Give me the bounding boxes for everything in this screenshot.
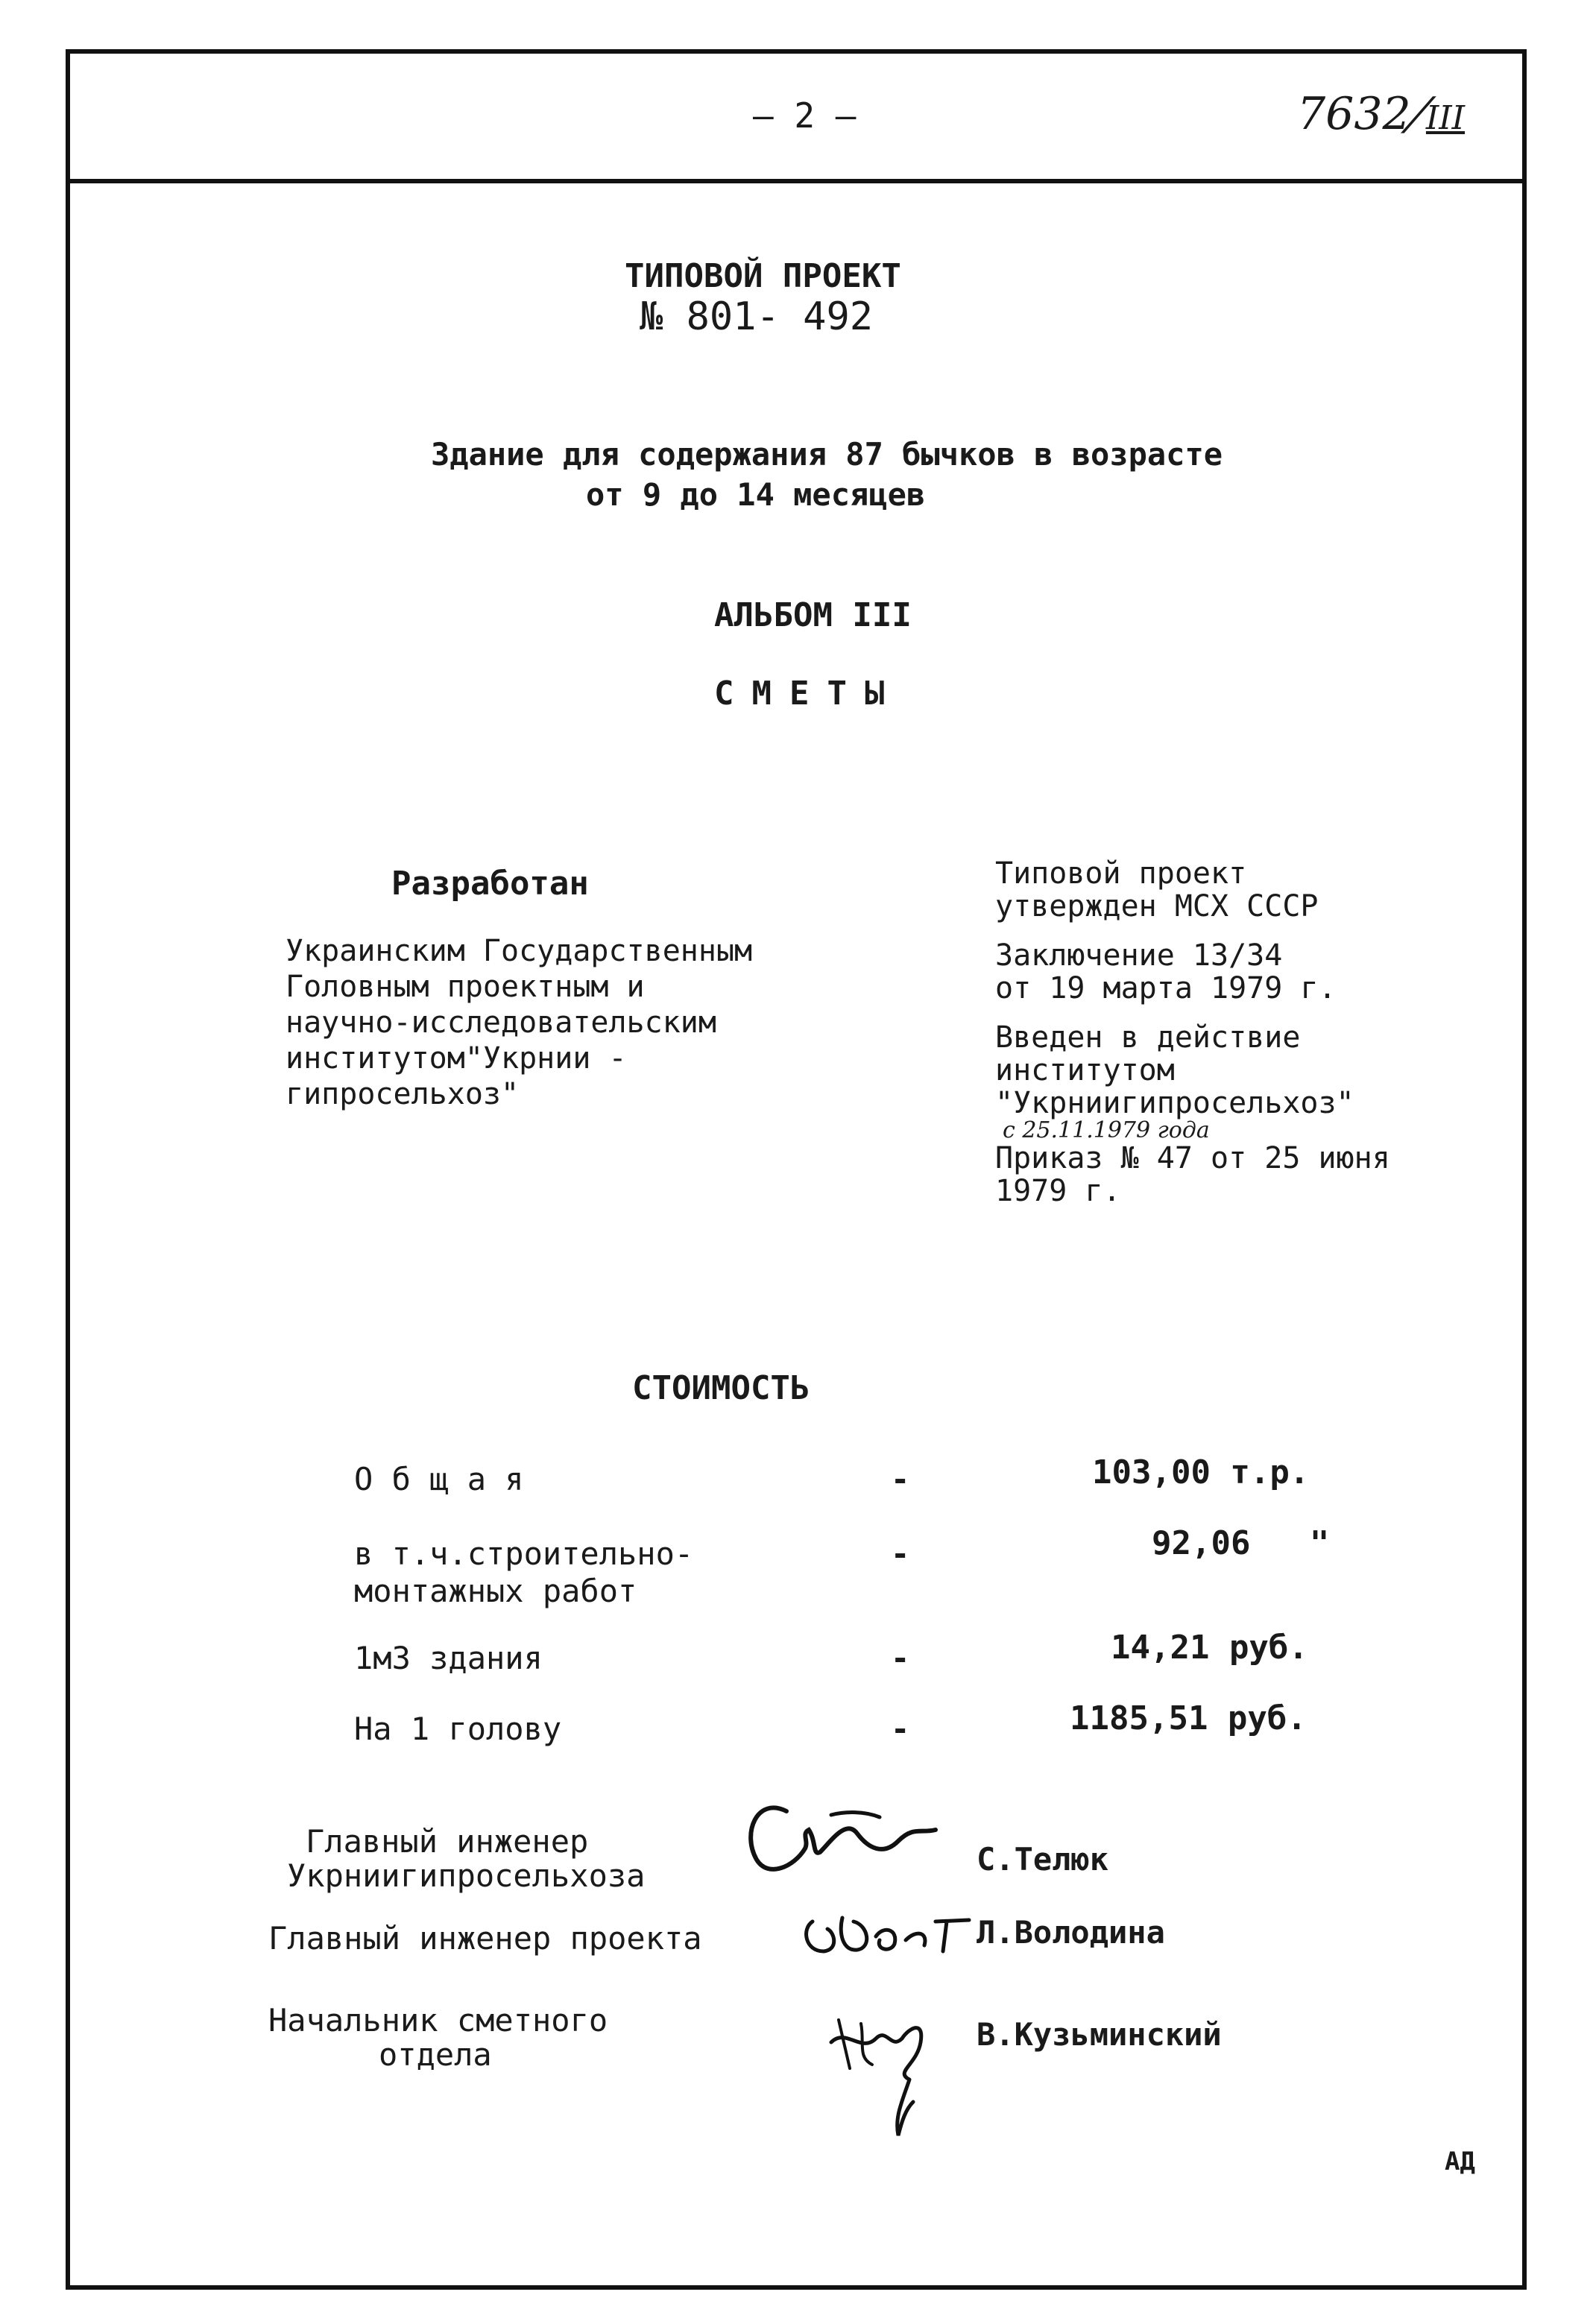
section-title: СМЕТЫ xyxy=(714,675,903,713)
cost-label-total: О б щ а я xyxy=(354,1461,524,1497)
project-type-title: ТИПОВОЙ ПРОЕКТ xyxy=(625,257,901,295)
description-line-2: от 9 до 14 месяцев xyxy=(586,476,926,513)
album-title: АЛЬБОМ III xyxy=(714,596,912,634)
signature-estimate-head xyxy=(820,1998,947,2147)
project-description xyxy=(431,435,1223,515)
cost-value-per-m3: 14,21 руб. xyxy=(1111,1629,1308,1667)
developer-heading: Разработан xyxy=(391,865,589,903)
signatory-title xyxy=(268,2003,608,2072)
introduced-line: "Укрниигипросельхоз" xyxy=(995,1086,1354,1120)
order-line: 1979 г. xyxy=(995,1174,1121,1208)
cost-dash: - xyxy=(891,1535,910,1572)
approval-block xyxy=(995,857,1390,1207)
cost-dash: - xyxy=(891,1461,910,1497)
signatory-title-line: Главный инженер xyxy=(306,1823,589,1860)
order-line: Приказ № 47 от 25 июня xyxy=(995,1141,1390,1175)
introduced-line: институтом xyxy=(995,1053,1175,1087)
handwritten-date-note: с 25.11.1979 года xyxy=(1003,1117,1210,1143)
signatory-name: В.Кузьминский xyxy=(977,2016,1222,2053)
signatory-title-line: Начальник сметного xyxy=(268,2002,608,2039)
developer-line: Украинским Государственным xyxy=(286,934,753,968)
signature-project-engineer xyxy=(798,1899,999,1966)
conclusion-date: от 19 марта 1979 г. xyxy=(995,971,1337,1005)
developer-line: гипросельхоз" xyxy=(286,1077,520,1111)
cost-label-per-head: На 1 голову xyxy=(354,1711,562,1747)
document-code-suffix: III xyxy=(1425,99,1466,137)
signature-chief-engineer xyxy=(734,1789,950,1886)
signatory-title-line: Укрниигипросельхоза xyxy=(287,1857,646,1894)
cost-value-construction: 92,06 " xyxy=(1152,1524,1330,1562)
developer-line: научно-исследовательским xyxy=(286,1005,716,1040)
developer-line: институтом"Укрнии - xyxy=(286,1041,627,1076)
cost-dash: - xyxy=(891,1640,910,1676)
introduced-line: Введен в действие xyxy=(995,1020,1301,1055)
developer-organization xyxy=(286,933,752,1112)
approval-line: Типовой проект xyxy=(995,856,1247,891)
page-number: – 2 – xyxy=(753,95,857,136)
approval-line: утвержден МСХ СССР xyxy=(995,889,1319,923)
signatory-name: Л.Володина xyxy=(977,1914,1165,1951)
corner-initials: АД xyxy=(1445,2147,1475,2176)
document-code-slash: / xyxy=(1401,88,1436,140)
cost-label-per-m3: 1м3 здания xyxy=(354,1640,543,1676)
signatory-name: С.Телюк xyxy=(977,1841,1109,1878)
cost-value-total: 103,00 т.р. xyxy=(1092,1453,1310,1491)
cost-label-line: монтажных работ xyxy=(354,1573,637,1609)
signatory-title xyxy=(287,1825,645,1893)
conclusion-line: Заключение 13/34 xyxy=(995,938,1283,973)
description-line-1: Здание для содержания 87 бычков в возрасте xyxy=(431,436,1223,473)
cost-label-line: в т.ч.строительно- xyxy=(354,1535,694,1572)
document-code xyxy=(1297,88,1465,140)
cost-label-construction xyxy=(354,1535,693,1610)
signatory-title: Главный инженер проекта xyxy=(268,1920,702,1957)
cost-value-per-head: 1185,51 руб. xyxy=(1070,1699,1307,1737)
project-number: № 801- 492 xyxy=(640,294,874,339)
header-divider xyxy=(66,179,1527,183)
cost-heading: СТОИМОСТЬ xyxy=(632,1369,810,1407)
developer-line: Головным проектным и xyxy=(286,970,645,1004)
document-code-number: 7632 xyxy=(1297,88,1411,140)
signatory-title-line: отдела xyxy=(379,2036,492,2073)
cost-dash: - xyxy=(891,1711,910,1747)
